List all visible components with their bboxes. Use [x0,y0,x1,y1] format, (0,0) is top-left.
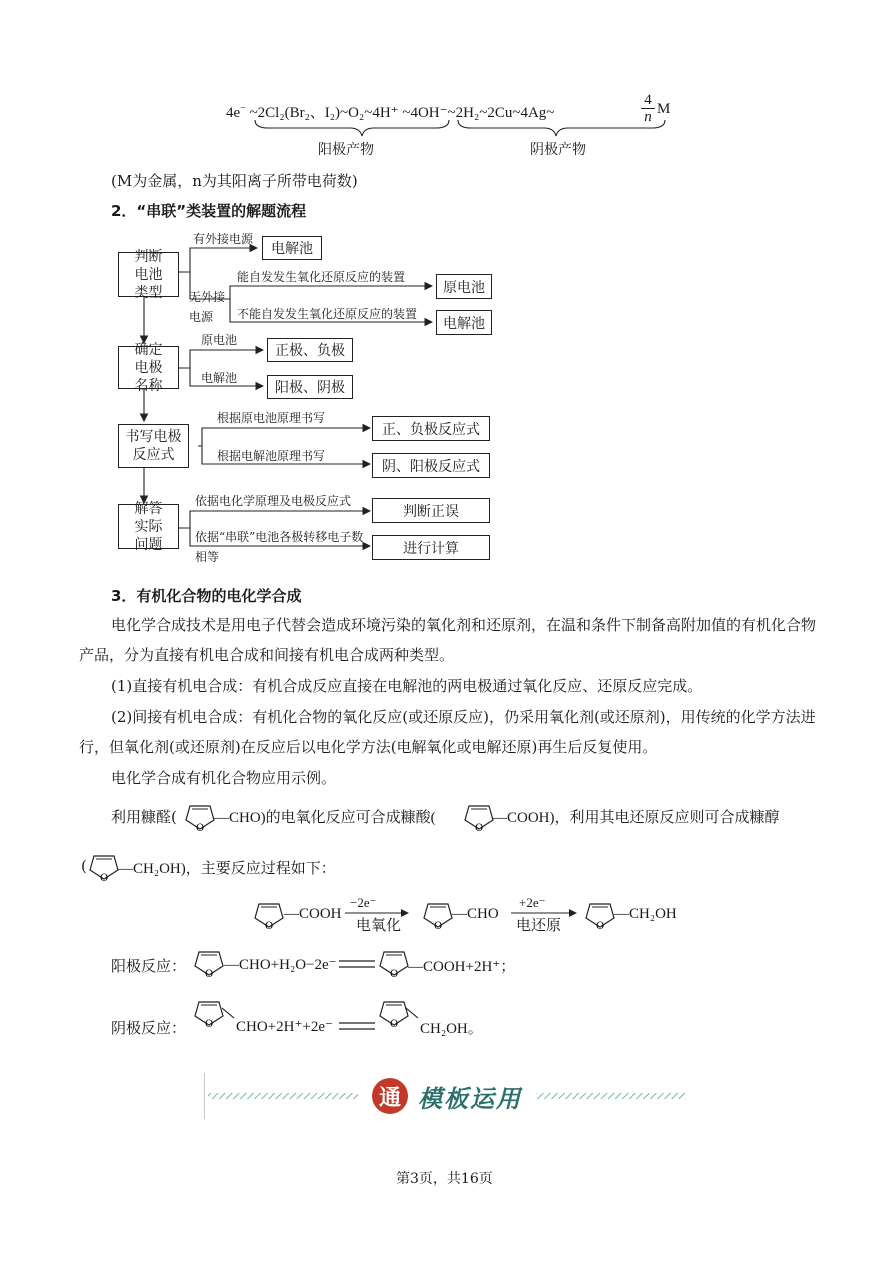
svg-text:O: O [196,823,205,832]
flow-box-galvanic: 原电池 [436,274,492,299]
fraction-denominator: n [644,109,652,125]
furan-icon [86,848,122,882]
anode-brace [255,120,449,136]
flow-box-anode-cathode: 阳极、阴极 [267,375,353,399]
formula-lhs: 4e [226,105,241,121]
flow-label-electrolytic-principle: 根据电解池原理书写 [217,449,326,463]
flow-label-galvanic-principle: 根据原电池原理书写 [217,411,326,425]
banner-badge: 通 [372,1078,408,1114]
svg-text:O: O [205,969,214,980]
svg-text:O: O [596,921,605,932]
cathode-reaction-label: 阴极反应： [111,1019,187,1037]
equals-sign [337,1020,377,1032]
cathode-products-label: 阴极产物 [530,142,586,158]
scheme-arrow2-bottom: 电还原 [516,916,562,934]
furan-icon [420,896,456,932]
flow-label-spontaneous: 能自发发生氧化还原反应的装置 [237,270,406,284]
flow-label-electrolytic: 电解池 [201,371,238,385]
furan-icon [191,944,227,980]
flow-box-electrolytic-1: 电解池 [262,236,322,260]
anode-eq-right: —COOH+2H⁺； [408,959,516,975]
section3-paragraph-1: 电化学合成技术是用电子代替会造成环境污染的氧化剂和还原剂，在温和条件下制备高附加值的有机化合物产品，分为直接有机电合成和间接有机电合成两种类型。 [79,616,817,664]
section3-paragraph-2: (1)直接有机电合成：有机合成反应直接在电解池的两电极通过氧化反应、还原反应完成。 [111,677,703,695]
flow-box-cathode-anode-eq: 阴、阳极反应式 [372,453,490,478]
furan-icon [376,944,412,980]
template-banner [204,1071,690,1121]
p5-part-b: —CHO)的电氧化反应可合成糠酸( [214,810,436,826]
svg-text:O: O [265,921,274,932]
anode-products-label: 阳极产物 [318,142,374,158]
p6-part-b: —CH₂OH)，主要反应过程如下： [118,861,336,877]
svg-text:O: O [434,921,443,932]
page-footer: 第3页，共16页 [396,1171,493,1187]
flow-main-solve-problem: 解答实际问题 [118,504,179,549]
furan-icon [582,896,618,932]
scheme-arrow2-top: +2e⁻ [519,895,546,910]
flow-main-write-equations: 书写电极反应式 [118,424,189,468]
section3-paragraph-4: 电化学合成有机化合物应用示例。 [111,769,337,787]
formula-anode-part: ~2Cl₂(Br₂、I₂)~O₂~4H⁺ [249,105,399,121]
flow-main-determine-electrode: 确定电极名称 [118,346,179,389]
svg-text:O: O [205,1019,214,1030]
cathode-eq-left: CHO+2H⁺+2e⁻ [236,1019,333,1035]
scheme-arrow1-top: −2e⁻ [350,895,377,910]
p6-part-a: ( [81,857,87,875]
flow-box-judge: 判断正误 [372,498,490,523]
p5-part-a: 利用糠醛( [111,808,177,826]
p5-part-c: —COOH)，利用其电还原反应则可合成糠醇 [492,810,780,826]
flow-box-pos-neg-eq: 正、负极反应式 [372,416,490,441]
svg-text:O: O [390,1019,399,1030]
flow-box-calculate: 进行计算 [372,535,490,560]
svg-text:O: O [475,823,484,832]
scheme-ch2oh: —CH₂OH [614,906,677,922]
fraction-numerator: 4 [641,92,655,109]
svg-text:O: O [390,969,399,980]
scheme-cooh: —COOH [284,906,342,922]
flow-box-pos-neg: 正极、负极 [267,338,353,362]
flow-main-judge-battery-type: 判断电池类型 [118,252,179,297]
metal-note: (M为金属，n为其阳离子所带电荷数) [111,172,358,190]
furan-icon [251,896,287,932]
section3-title: 3．有机化合物的电化学合成 [111,587,302,605]
section2-title: 2．“串联”类装置的解题流程 [111,202,307,220]
scheme-arrow1-bottom: 电氧化 [356,916,402,934]
flow-label-external-power: 有外接电源 [193,232,254,246]
equals-sign [337,958,377,970]
formula-cathode-part: ~4OH⁻~2H₂~2Cu~4Ag~ [402,105,555,121]
flow-label-series-electrons: 依据“串联”电池各极转移电子数相等 [195,530,364,564]
flow-label-electrochem-principle: 依据电化学原理及电极反应式 [195,494,352,508]
flow-label-non-spontaneous: 不能自发发生氧化还原反应的装置 [237,307,418,321]
flow-label-galvanic: 原电池 [201,333,238,347]
cathode-eq-right: CH₂OH。 [420,1021,483,1037]
anode-reaction-label: 阳极反应： [111,957,187,975]
flow-label-no-external-power: 无外接电源 [189,290,226,324]
banner-title: 模板运用 [418,1084,522,1113]
formula-line: 4e− ~2Cl₂(Br₂、I₂)~O₂~4H⁺ ~4OH⁻~2H₂~2Cu~4Ag~ [226,103,555,121]
formula-metal: M [657,101,671,117]
anode-eq-left: —CHO+H₂O−2e⁻ [224,957,337,973]
furan-icon [182,798,218,832]
svg-text:O: O [100,873,109,882]
flow-box-electrolytic-2: 电解池 [436,310,492,335]
scheme-cho: —CHO [452,906,499,922]
section3-paragraph-3: (2)间接有机电合成：有机化合物的氧化反应(或还原反应)，仍采用氧化剂(或还原剂)，用传统的化学方法进行，但氧化剂(或还原剂)在反应后以电化学方法(电解氧化或电解还原)再生后反复使用。 [79,708,816,756]
formula-braces [240,118,680,140]
